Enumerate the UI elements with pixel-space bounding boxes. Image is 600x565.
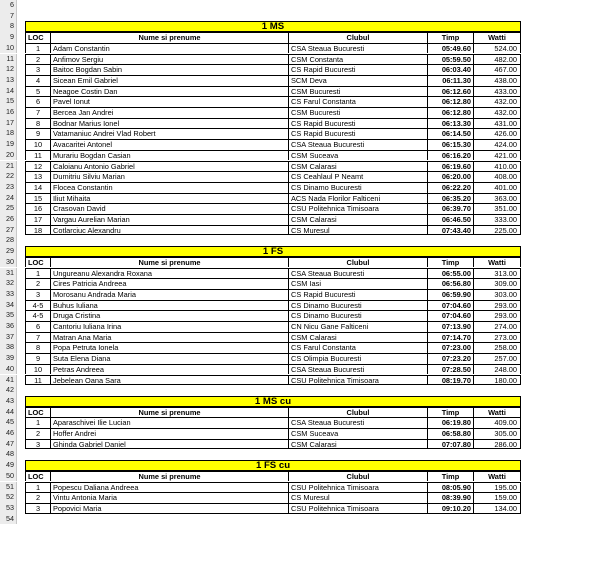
watts-cell[interactable]: 467.00 — [473, 64, 521, 75]
club-cell[interactable]: CSA Steaua Bucuresti — [288, 364, 427, 375]
row-number[interactable]: 12 — [0, 64, 17, 75]
watts-cell[interactable]: 333.00 — [473, 214, 521, 225]
club-cell[interactable]: CSA Steaua Bucuresti — [288, 417, 427, 428]
table-row — [0, 375, 600, 386]
loc-cell[interactable]: 7 — [25, 107, 50, 118]
row-number[interactable]: 48 — [0, 449, 17, 460]
table-row — [0, 171, 600, 182]
loc-cell[interactable]: 15 — [25, 193, 50, 204]
header-time[interactable]: Timp — [427, 407, 473, 418]
row-number[interactable]: 51 — [0, 482, 17, 493]
row-number[interactable]: 31 — [0, 268, 17, 279]
name-cell[interactable]: Cires Patricia Andreea — [50, 278, 288, 289]
time-cell[interactable]: 07:23.00 — [427, 342, 473, 353]
header-name[interactable]: Nume si prenume — [50, 257, 288, 268]
club-cell[interactable]: CSU Politehnica Timisoara — [288, 503, 427, 514]
club-cell[interactable]: CN Nicu Gane Falticeni — [288, 321, 427, 332]
row-number[interactable]: 54 — [0, 514, 17, 525]
club-cell[interactable]: CSM Calarasi — [288, 161, 427, 172]
name-cell[interactable]: Suta Elena Diana — [50, 353, 288, 364]
watts-cell[interactable]: 257.00 — [473, 353, 521, 364]
header-name[interactable]: Nume si prenume — [50, 32, 288, 43]
time-cell[interactable]: 06:35.20 — [427, 193, 473, 204]
time-cell[interactable]: 06:13.30 — [427, 118, 473, 129]
table-row — [0, 128, 600, 139]
row-number[interactable]: 35 — [0, 310, 17, 321]
row-number[interactable]: 50 — [0, 471, 17, 482]
loc-cell[interactable]: 2 — [25, 54, 50, 65]
row-number[interactable]: 20 — [0, 150, 17, 161]
watts-cell[interactable]: 309.00 — [473, 278, 521, 289]
loc-cell[interactable]: 3 — [25, 503, 50, 514]
row-number[interactable]: 37 — [0, 332, 17, 343]
row-number[interactable]: 22 — [0, 171, 17, 182]
table-row — [0, 300, 600, 311]
sheet-row — [0, 385, 600, 396]
watts-cell[interactable]: 524.00 — [473, 43, 521, 54]
row-number[interactable]: 32 — [0, 278, 17, 289]
name-cell[interactable]: Aparaschivei Ilie Lucian — [50, 417, 288, 428]
time-cell[interactable]: 06:11.30 — [427, 75, 473, 86]
club-cell[interactable]: CS Dinamo Bucuresti — [288, 310, 427, 321]
club-cell[interactable]: CSM Calarasi — [288, 214, 427, 225]
time-cell[interactable]: 08:05.90 — [427, 482, 473, 493]
table-row — [0, 118, 600, 129]
club-cell[interactable]: CS Muresul — [288, 225, 427, 236]
loc-cell[interactable]: 1 — [25, 43, 50, 54]
header-time[interactable]: Timp — [427, 32, 473, 43]
name-cell[interactable]: Buhus Iuliana — [50, 300, 288, 311]
loc-cell[interactable]: 1 — [25, 268, 50, 279]
header-club[interactable]: Clubul — [288, 257, 427, 268]
row-number[interactable]: 11 — [0, 54, 17, 65]
loc-cell[interactable]: 8 — [25, 118, 50, 129]
time-cell[interactable]: 06:55.00 — [427, 268, 473, 279]
name-cell[interactable]: Avacaritei Antonel — [50, 139, 288, 150]
sheet-row — [0, 32, 600, 43]
name-cell[interactable]: Druga Cristina — [50, 310, 288, 321]
watts-cell[interactable]: 432.00 — [473, 107, 521, 118]
name-cell[interactable]: Crasovan David — [50, 203, 288, 214]
table-row — [0, 107, 600, 118]
table-row — [0, 321, 600, 332]
sheet-row — [0, 21, 600, 32]
row-number[interactable]: 41 — [0, 375, 17, 386]
time-cell[interactable]: 07:23.20 — [427, 353, 473, 364]
row-number[interactable]: 43 — [0, 396, 17, 407]
table-row — [0, 64, 600, 75]
header-loc[interactable]: LOC — [25, 471, 50, 482]
name-cell[interactable]: Neagoe Costin Dan — [50, 86, 288, 97]
header-club[interactable]: Clubul — [288, 32, 427, 43]
watts-cell[interactable]: 159.00 — [473, 492, 521, 503]
sheet-row — [0, 396, 600, 407]
table-row — [0, 310, 600, 321]
table-row — [0, 54, 600, 65]
table-row — [0, 417, 600, 428]
club-cell[interactable]: CS Ceahlaul P Neamt — [288, 171, 427, 182]
table-row — [0, 225, 600, 236]
row-number[interactable]: 18 — [0, 128, 17, 139]
watts-cell[interactable]: 258.00 — [473, 342, 521, 353]
header-time[interactable]: Timp — [427, 471, 473, 482]
name-cell[interactable]: Bercea Jan Andrei — [50, 107, 288, 118]
club-cell[interactable]: CSM Iasi — [288, 278, 427, 289]
loc-cell[interactable]: 4 — [25, 75, 50, 86]
sheet-row — [0, 407, 600, 418]
watts-cell[interactable]: 421.00 — [473, 150, 521, 161]
time-cell[interactable]: 06:03.40 — [427, 64, 473, 75]
time-cell[interactable]: 07:04.60 — [427, 300, 473, 311]
row-number[interactable]: 7 — [0, 11, 17, 22]
club-cell[interactable]: ACS Nada Florilor Falticeni — [288, 193, 427, 204]
time-cell[interactable]: 06:39.70 — [427, 203, 473, 214]
sheet-row — [0, 460, 600, 471]
name-cell[interactable]: Vatamaniuc Andrei Vlad Robert — [50, 128, 288, 139]
time-cell[interactable]: 06:19.80 — [427, 417, 473, 428]
loc-cell[interactable]: 10 — [25, 364, 50, 375]
loc-cell[interactable]: 7 — [25, 332, 50, 343]
loc-cell[interactable]: 4-5 — [25, 300, 50, 311]
row-number[interactable]: 26 — [0, 214, 17, 225]
loc-cell[interactable]: 3 — [25, 289, 50, 300]
table-row — [0, 492, 600, 503]
header-watts[interactable]: Watti — [473, 471, 521, 482]
name-cell[interactable]: Vintu Antonia Maria — [50, 492, 288, 503]
row-number[interactable]: 45 — [0, 417, 17, 428]
table-row — [0, 43, 600, 54]
row-number[interactable]: 44 — [0, 407, 17, 418]
row-number[interactable]: 46 — [0, 428, 17, 439]
loc-cell[interactable]: 14 — [25, 182, 50, 193]
name-cell[interactable]: Ghinda Gabriel Daniel — [50, 439, 288, 450]
name-cell[interactable]: Cotlarciuc Alexandru — [50, 225, 288, 236]
header-club[interactable]: Clubul — [288, 471, 427, 482]
table-row — [0, 182, 600, 193]
time-cell[interactable]: 06:59.90 — [427, 289, 473, 300]
table-row — [0, 203, 600, 214]
time-cell[interactable]: 05:49.60 — [427, 43, 473, 54]
name-cell[interactable]: Hoffer Andrei — [50, 428, 288, 439]
row-number[interactable]: 30 — [0, 257, 17, 268]
table-row — [0, 139, 600, 150]
club-cell[interactable]: CS Farul Constanta — [288, 96, 427, 107]
name-cell[interactable]: Ungureanu Alexandra Roxana — [50, 268, 288, 279]
loc-cell[interactable]: 1 — [25, 417, 50, 428]
row-number[interactable]: 40 — [0, 364, 17, 375]
watts-cell[interactable]: 293.00 — [473, 310, 521, 321]
name-cell[interactable]: Bodnar Marius Ionel — [50, 118, 288, 129]
watts-cell[interactable]: 313.00 — [473, 268, 521, 279]
loc-cell[interactable]: 3 — [25, 439, 50, 450]
watts-cell[interactable]: 248.00 — [473, 364, 521, 375]
section-title: 1 MS cu — [25, 396, 521, 407]
table-row — [0, 150, 600, 161]
club-cell[interactable]: CSU Politehnica Timisoara — [288, 203, 427, 214]
row-number[interactable]: 21 — [0, 161, 17, 172]
club-cell[interactable]: CSA Steaua Bucuresti — [288, 139, 427, 150]
time-cell[interactable]: 07:13.90 — [427, 321, 473, 332]
watts-cell[interactable]: 195.00 — [473, 482, 521, 493]
loc-cell[interactable]: 13 — [25, 171, 50, 182]
watts-cell[interactable]: 363.00 — [473, 193, 521, 204]
row-number[interactable]: 53 — [0, 503, 17, 514]
table-row — [0, 214, 600, 225]
loc-cell[interactable]: 9 — [25, 353, 50, 364]
header-loc[interactable]: LOC — [25, 257, 50, 268]
club-cell[interactable]: CS Farul Constanta — [288, 342, 427, 353]
table-row — [0, 342, 600, 353]
watts-cell[interactable]: 274.00 — [473, 321, 521, 332]
time-cell[interactable]: 09:10.20 — [427, 503, 473, 514]
row-number[interactable]: 14 — [0, 86, 17, 97]
loc-cell[interactable]: 6 — [25, 96, 50, 107]
club-cell[interactable]: CSM Suceava — [288, 428, 427, 439]
row-number[interactable]: 6 — [0, 0, 17, 11]
watts-cell[interactable]: 432.00 — [473, 96, 521, 107]
loc-cell[interactable]: 2 — [25, 278, 50, 289]
table-row — [0, 96, 600, 107]
loc-cell[interactable]: 10 — [25, 139, 50, 150]
row-number[interactable]: 15 — [0, 96, 17, 107]
time-cell[interactable]: 06:12.60 — [427, 86, 473, 97]
club-cell[interactable]: CSM Calarasi — [288, 332, 427, 343]
sheet-row — [0, 449, 600, 460]
loc-cell[interactable]: 17 — [25, 214, 50, 225]
name-cell[interactable]: Vargau Aurelian Marian — [50, 214, 288, 225]
row-number[interactable]: 52 — [0, 492, 17, 503]
row-number[interactable]: 38 — [0, 342, 17, 353]
club-cell[interactable]: CS Dinamo Bucuresti — [288, 300, 427, 311]
name-cell[interactable]: Pavel Ionut — [50, 96, 288, 107]
watts-cell[interactable]: 426.00 — [473, 128, 521, 139]
name-cell[interactable]: Sicean Emil Gabriel — [50, 75, 288, 86]
header-time[interactable]: Timp — [427, 257, 473, 268]
name-cell[interactable]: Morosanu Andrada Maria — [50, 289, 288, 300]
section-title: 1 FS cu — [25, 460, 521, 471]
club-cell[interactable]: CSM Suceava — [288, 150, 427, 161]
row-number[interactable]: 39 — [0, 353, 17, 364]
loc-cell[interactable]: 2 — [25, 492, 50, 503]
row-number[interactable]: 42 — [0, 385, 17, 396]
row-number[interactable]: 17 — [0, 118, 17, 129]
time-cell[interactable]: 06:46.50 — [427, 214, 473, 225]
loc-cell[interactable]: 5 — [25, 86, 50, 97]
watts-cell[interactable]: 293.00 — [473, 300, 521, 311]
watts-cell[interactable]: 438.00 — [473, 75, 521, 86]
row-number[interactable]: 9 — [0, 32, 17, 43]
club-cell[interactable]: CS Muresul — [288, 492, 427, 503]
time-cell[interactable]: 08:19.70 — [427, 375, 473, 386]
watts-cell[interactable]: 305.00 — [473, 428, 521, 439]
watts-cell[interactable]: 303.00 — [473, 289, 521, 300]
loc-cell[interactable]: 11 — [25, 375, 50, 386]
name-cell[interactable]: Murariu Bogdan Casian — [50, 150, 288, 161]
header-name[interactable]: Nume si prenume — [50, 407, 288, 418]
club-cell[interactable]: CSM Constanta — [288, 54, 427, 65]
row-number[interactable]: 10 — [0, 43, 17, 54]
club-cell[interactable]: CS Rapid Bucuresti — [288, 128, 427, 139]
watts-cell[interactable]: 433.00 — [473, 86, 521, 97]
time-cell[interactable]: 07:07.80 — [427, 439, 473, 450]
sheet-row — [0, 257, 600, 268]
club-cell[interactable]: CSM Bucuresti — [288, 86, 427, 97]
time-cell[interactable]: 06:14.50 — [427, 128, 473, 139]
time-cell[interactable]: 07:28.50 — [427, 364, 473, 375]
watts-cell[interactable]: 401.00 — [473, 182, 521, 193]
header-name[interactable]: Nume si prenume — [50, 471, 288, 482]
watts-cell[interactable]: 286.00 — [473, 439, 521, 450]
club-cell[interactable]: CS Olimpia Bucuresti — [288, 353, 427, 364]
loc-cell[interactable]: 9 — [25, 128, 50, 139]
watts-cell[interactable]: 134.00 — [473, 503, 521, 514]
loc-cell[interactable]: 11 — [25, 150, 50, 161]
sheet-row — [0, 471, 600, 482]
sheet-row — [0, 235, 600, 246]
club-cell[interactable]: CS Dinamo Bucuresti — [288, 182, 427, 193]
name-cell[interactable]: Popescu Daliana Andreea — [50, 482, 288, 493]
table-row — [0, 278, 600, 289]
row-number[interactable]: 34 — [0, 300, 17, 311]
club-cell[interactable]: CS Rapid Bucuresti — [288, 118, 427, 129]
loc-cell[interactable]: 8 — [25, 342, 50, 353]
row-number[interactable]: 16 — [0, 107, 17, 118]
row-number[interactable]: 8 — [0, 21, 17, 32]
time-cell[interactable]: 06:12.80 — [427, 96, 473, 107]
watts-cell[interactable]: 431.00 — [473, 118, 521, 129]
club-cell[interactable]: CSU Politehnica Timisoara — [288, 482, 427, 493]
header-watts[interactable]: Watti — [473, 407, 521, 418]
time-cell[interactable]: 06:56.80 — [427, 278, 473, 289]
watts-cell[interactable]: 482.00 — [473, 54, 521, 65]
row-number[interactable]: 33 — [0, 289, 17, 300]
club-cell[interactable]: CSM Calarasi — [288, 439, 427, 450]
watts-cell[interactable]: 273.00 — [473, 332, 521, 343]
watts-cell[interactable]: 424.00 — [473, 139, 521, 150]
club-cell[interactable]: SCM Deva — [288, 75, 427, 86]
name-cell[interactable]: Dumitriu Silviu Marian — [50, 171, 288, 182]
loc-cell[interactable]: 4-5 — [25, 310, 50, 321]
time-cell[interactable]: 07:14.70 — [427, 332, 473, 343]
time-cell[interactable]: 06:19.60 — [427, 161, 473, 172]
loc-cell[interactable]: 2 — [25, 428, 50, 439]
table-row — [0, 439, 600, 450]
header-loc[interactable]: LOC — [25, 32, 50, 43]
header-loc[interactable]: LOC — [25, 407, 50, 418]
sheet-row — [0, 11, 600, 22]
table-row — [0, 161, 600, 172]
row-number[interactable]: 25 — [0, 203, 17, 214]
table-row — [0, 289, 600, 300]
table-row — [0, 193, 600, 204]
watts-cell[interactable]: 180.00 — [473, 375, 521, 386]
table-row — [0, 482, 600, 493]
row-number[interactable]: 13 — [0, 75, 17, 86]
time-cell[interactable]: 06:20.00 — [427, 171, 473, 182]
table-row — [0, 75, 600, 86]
name-cell[interactable]: Jebelean Oana Sara — [50, 375, 288, 386]
watts-cell[interactable]: 351.00 — [473, 203, 521, 214]
time-cell[interactable]: 05:59.50 — [427, 54, 473, 65]
table-row — [0, 428, 600, 439]
time-cell[interactable]: 07:04.60 — [427, 310, 473, 321]
name-cell[interactable]: Iliut Mihaita — [50, 193, 288, 204]
sheet-row — [0, 246, 600, 257]
loc-cell[interactable]: 6 — [25, 321, 50, 332]
name-cell[interactable]: Anfimov Sergiu — [50, 54, 288, 65]
time-cell[interactable]: 06:16.20 — [427, 150, 473, 161]
table-row — [0, 332, 600, 343]
loc-cell[interactable]: 18 — [25, 225, 50, 236]
club-cell[interactable]: CSA Steaua Bucuresti — [288, 268, 427, 279]
table-row — [0, 353, 600, 364]
sheet-row — [0, 0, 600, 11]
name-cell[interactable]: Popa Petruta Ionela — [50, 342, 288, 353]
table-row — [0, 268, 600, 279]
row-number[interactable]: 29 — [0, 246, 17, 257]
table-row — [0, 503, 600, 514]
watts-cell[interactable]: 409.00 — [473, 417, 521, 428]
row-number[interactable]: 24 — [0, 193, 17, 204]
time-cell[interactable]: 07:43.40 — [427, 225, 473, 236]
row-number[interactable]: 47 — [0, 439, 17, 450]
header-club[interactable]: Clubul — [288, 407, 427, 418]
name-cell[interactable]: Caloianu Antonio Gabriel — [50, 161, 288, 172]
time-cell[interactable]: 06:22.20 — [427, 182, 473, 193]
sheet-row — [0, 514, 600, 525]
table-row — [0, 86, 600, 97]
time-cell[interactable]: 08:39.90 — [427, 492, 473, 503]
row-number[interactable]: 49 — [0, 460, 17, 471]
row-number[interactable]: 27 — [0, 225, 17, 236]
loc-cell[interactable]: 16 — [25, 203, 50, 214]
name-cell[interactable]: Popovici Maria — [50, 503, 288, 514]
club-cell[interactable]: CSM Bucuresti — [288, 107, 427, 118]
time-cell[interactable]: 06:15.30 — [427, 139, 473, 150]
name-cell[interactable]: Adam Constantin — [50, 43, 288, 54]
loc-cell[interactable]: 3 — [25, 64, 50, 75]
club-cell[interactable]: CSU Politehnica Timisoara — [288, 375, 427, 386]
table-row — [0, 364, 600, 375]
name-cell[interactable]: Petras Andreea — [50, 364, 288, 375]
row-number[interactable]: 23 — [0, 182, 17, 193]
watts-cell[interactable]: 225.00 — [473, 225, 521, 236]
club-cell[interactable]: CS Rapid Bucuresti — [288, 289, 427, 300]
watts-cell[interactable]: 410.00 — [473, 161, 521, 172]
watts-cell[interactable]: 408.00 — [473, 171, 521, 182]
club-cell[interactable]: CS Rapid Bucuresti — [288, 64, 427, 75]
name-cell[interactable]: Matran Ana Maria — [50, 332, 288, 343]
row-number[interactable]: 28 — [0, 235, 17, 246]
row-number[interactable]: 36 — [0, 321, 17, 332]
name-cell[interactable]: Cantoriu Iuliana Irina — [50, 321, 288, 332]
section-title: 1 MS — [25, 21, 521, 32]
loc-cell[interactable]: 12 — [25, 161, 50, 172]
name-cell[interactable]: Flocea Constantin — [50, 182, 288, 193]
header-watts[interactable]: Watti — [473, 32, 521, 43]
name-cell[interactable]: Baitoc Bogdan Sabin — [50, 64, 288, 75]
loc-cell[interactable]: 1 — [25, 482, 50, 493]
row-number[interactable]: 19 — [0, 139, 17, 150]
section-title: 1 FS — [25, 246, 521, 257]
header-watts[interactable]: Watti — [473, 257, 521, 268]
club-cell[interactable]: CSA Steaua Bucuresti — [288, 43, 427, 54]
time-cell[interactable]: 06:12.80 — [427, 107, 473, 118]
time-cell[interactable]: 06:58.80 — [427, 428, 473, 439]
